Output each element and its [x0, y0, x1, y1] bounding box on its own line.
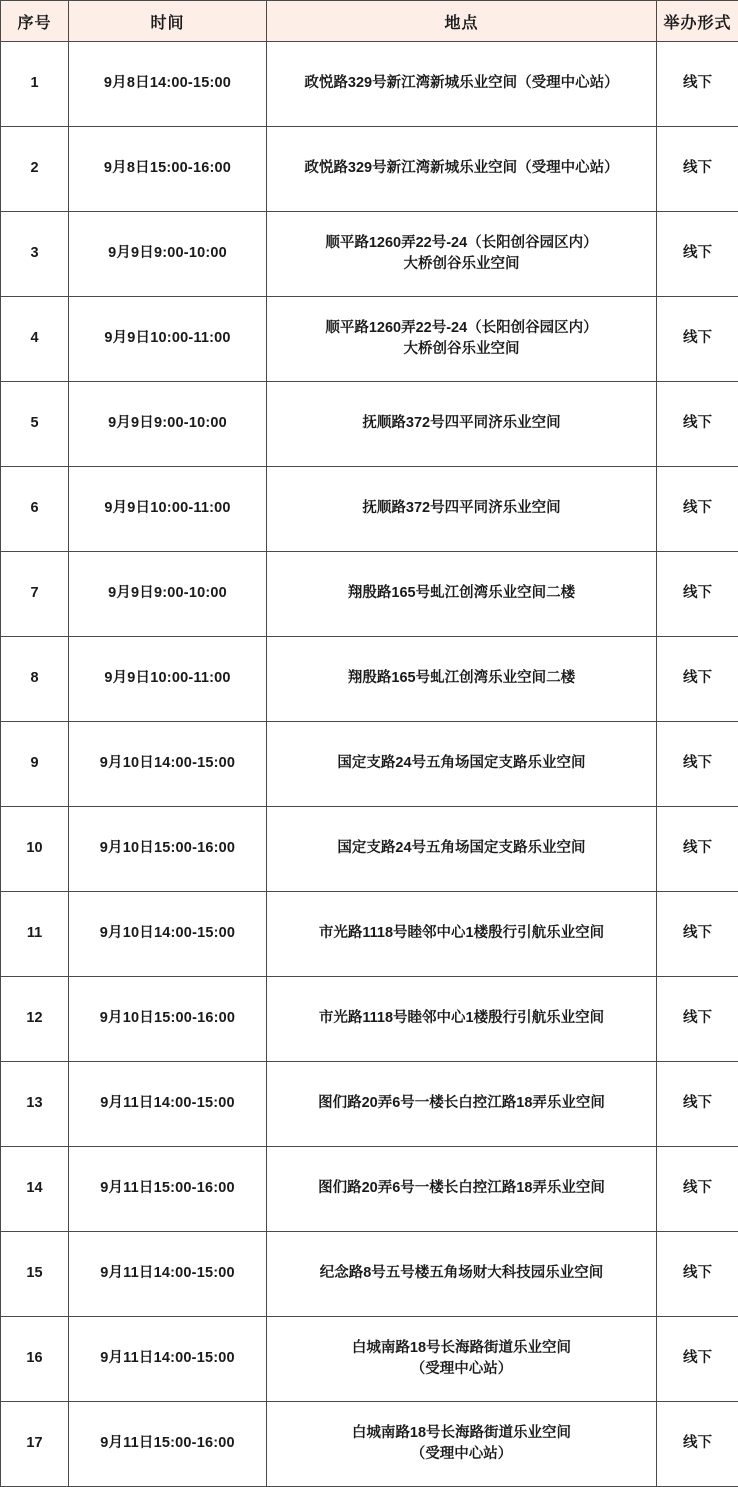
column-header-time: 时间	[69, 1, 267, 42]
row-place-line: 顺平路1260弄22号-24（长阳创谷园区内）	[273, 233, 650, 254]
row-time: 9月9日10:00-11:00	[69, 637, 267, 722]
row-time: 9月10日14:00-15:00	[69, 892, 267, 977]
row-place-line: （受理中心站）	[273, 1444, 650, 1465]
row-place	[267, 297, 657, 382]
table-header-row	[1, 1, 738, 42]
table-row	[1, 637, 738, 722]
row-time: 9月9日9:00-10:00	[69, 212, 267, 297]
row-form: 线下	[657, 42, 738, 127]
row-place-line: 白城南路18号长海路街道乐业空间	[273, 1338, 650, 1359]
row-place-line: 国定支路24号五角场国定支路乐业空间	[273, 838, 650, 859]
table-row	[1, 1317, 738, 1402]
row-form: 线下	[657, 977, 738, 1062]
row-place-line: 抚顺路372号四平同济乐业空间	[273, 498, 650, 519]
row-place-line: 国定支路24号五角场国定支路乐业空间	[273, 753, 650, 774]
row-place	[267, 42, 657, 127]
row-form: 线下	[657, 382, 738, 467]
table-row	[1, 467, 738, 552]
table-row	[1, 722, 738, 807]
row-place-line: 政悦路329号新江湾新城乐业空间（受理中心站）	[273, 158, 650, 179]
row-index: 11	[1, 892, 69, 977]
row-place	[267, 212, 657, 297]
row-place-line: 政悦路329号新江湾新城乐业空间（受理中心站）	[273, 73, 650, 94]
row-form: 线下	[657, 1402, 738, 1487]
row-place	[267, 382, 657, 467]
row-place-line: 市光路1118号睦邻中心1楼殷行引航乐业空间	[273, 923, 650, 944]
row-place	[267, 1147, 657, 1232]
row-form: 线下	[657, 1232, 738, 1317]
column-header-place: 地点	[267, 1, 657, 42]
row-place	[267, 1402, 657, 1487]
row-place-line: 图们路20弄6号一楼长白控江路18弄乐业空间	[273, 1093, 650, 1114]
row-place-line: 翔殷路165号虬江创湾乐业空间二楼	[273, 583, 650, 604]
row-place-line: 大桥创谷乐业空间	[273, 254, 650, 275]
row-time: 9月9日9:00-10:00	[69, 382, 267, 467]
row-place-line: 图们路20弄6号一楼长白控江路18弄乐业空间	[273, 1178, 650, 1199]
row-time: 9月10日15:00-16:00	[69, 977, 267, 1062]
row-index: 17	[1, 1402, 69, 1487]
table-row	[1, 1147, 738, 1232]
row-place	[267, 637, 657, 722]
row-form: 线下	[657, 467, 738, 552]
row-form: 线下	[657, 637, 738, 722]
table-row	[1, 1402, 738, 1487]
row-index: 15	[1, 1232, 69, 1317]
row-form: 线下	[657, 552, 738, 637]
row-index: 13	[1, 1062, 69, 1147]
table-header	[1, 1, 738, 42]
row-form: 线下	[657, 892, 738, 977]
table-row	[1, 382, 738, 467]
table-row	[1, 42, 738, 127]
row-time: 9月11日14:00-15:00	[69, 1317, 267, 1402]
row-time: 9月8日15:00-16:00	[69, 127, 267, 212]
table-row	[1, 297, 738, 382]
row-form: 线下	[657, 212, 738, 297]
table-row	[1, 552, 738, 637]
row-time: 9月11日15:00-16:00	[69, 1147, 267, 1232]
table-body	[1, 42, 738, 1487]
row-place-line: 纪念路8号五号楼五角场财大科技园乐业空间	[273, 1263, 650, 1284]
row-place-line: 白城南路18号长海路街道乐业空间	[273, 1423, 650, 1444]
row-place-line: 大桥创谷乐业空间	[273, 339, 650, 360]
row-index: 3	[1, 212, 69, 297]
row-index: 2	[1, 127, 69, 212]
row-place	[267, 467, 657, 552]
row-form: 线下	[657, 1147, 738, 1232]
row-form: 线下	[657, 807, 738, 892]
row-time: 9月10日14:00-15:00	[69, 722, 267, 807]
row-index: 16	[1, 1317, 69, 1402]
table-row	[1, 807, 738, 892]
row-index: 1	[1, 42, 69, 127]
row-index: 6	[1, 467, 69, 552]
row-index: 14	[1, 1147, 69, 1232]
row-index: 10	[1, 807, 69, 892]
row-time: 9月10日15:00-16:00	[69, 807, 267, 892]
row-place-line: 翔殷路165号虬江创湾乐业空间二楼	[273, 668, 650, 689]
row-place	[267, 127, 657, 212]
row-place-line: 抚顺路372号四平同济乐业空间	[273, 413, 650, 434]
row-time: 9月11日14:00-15:00	[69, 1062, 267, 1147]
row-form: 线下	[657, 127, 738, 212]
row-place-line: 顺平路1260弄22号-24（长阳创谷园区内）	[273, 318, 650, 339]
table-row	[1, 892, 738, 977]
row-index: 8	[1, 637, 69, 722]
row-form: 线下	[657, 1062, 738, 1147]
row-place	[267, 977, 657, 1062]
row-index: 7	[1, 552, 69, 637]
row-time: 9月9日10:00-11:00	[69, 467, 267, 552]
table-row	[1, 212, 738, 297]
table-row	[1, 1232, 738, 1317]
row-place	[267, 892, 657, 977]
row-index: 4	[1, 297, 69, 382]
row-place	[267, 1317, 657, 1402]
row-index: 5	[1, 382, 69, 467]
row-time: 9月9日9:00-10:00	[69, 552, 267, 637]
row-place-line: 市光路1118号睦邻中心1楼殷行引航乐业空间	[273, 1008, 650, 1029]
row-place-line: （受理中心站）	[273, 1359, 650, 1380]
row-place	[267, 552, 657, 637]
row-time: 9月8日14:00-15:00	[69, 42, 267, 127]
row-index: 12	[1, 977, 69, 1062]
row-time: 9月11日14:00-15:00	[69, 1232, 267, 1317]
row-place	[267, 1062, 657, 1147]
row-form: 线下	[657, 297, 738, 382]
column-header-form: 举办形式	[657, 1, 738, 42]
row-time: 9月9日10:00-11:00	[69, 297, 267, 382]
column-header-index: 序号	[1, 1, 69, 42]
row-place	[267, 722, 657, 807]
row-form: 线下	[657, 1317, 738, 1402]
table-row	[1, 977, 738, 1062]
row-place	[267, 807, 657, 892]
table-row	[1, 127, 738, 212]
row-form: 线下	[657, 722, 738, 807]
row-place	[267, 1232, 657, 1317]
row-index: 9	[1, 722, 69, 807]
row-time: 9月11日15:00-16:00	[69, 1402, 267, 1487]
table-row	[1, 1062, 738, 1147]
